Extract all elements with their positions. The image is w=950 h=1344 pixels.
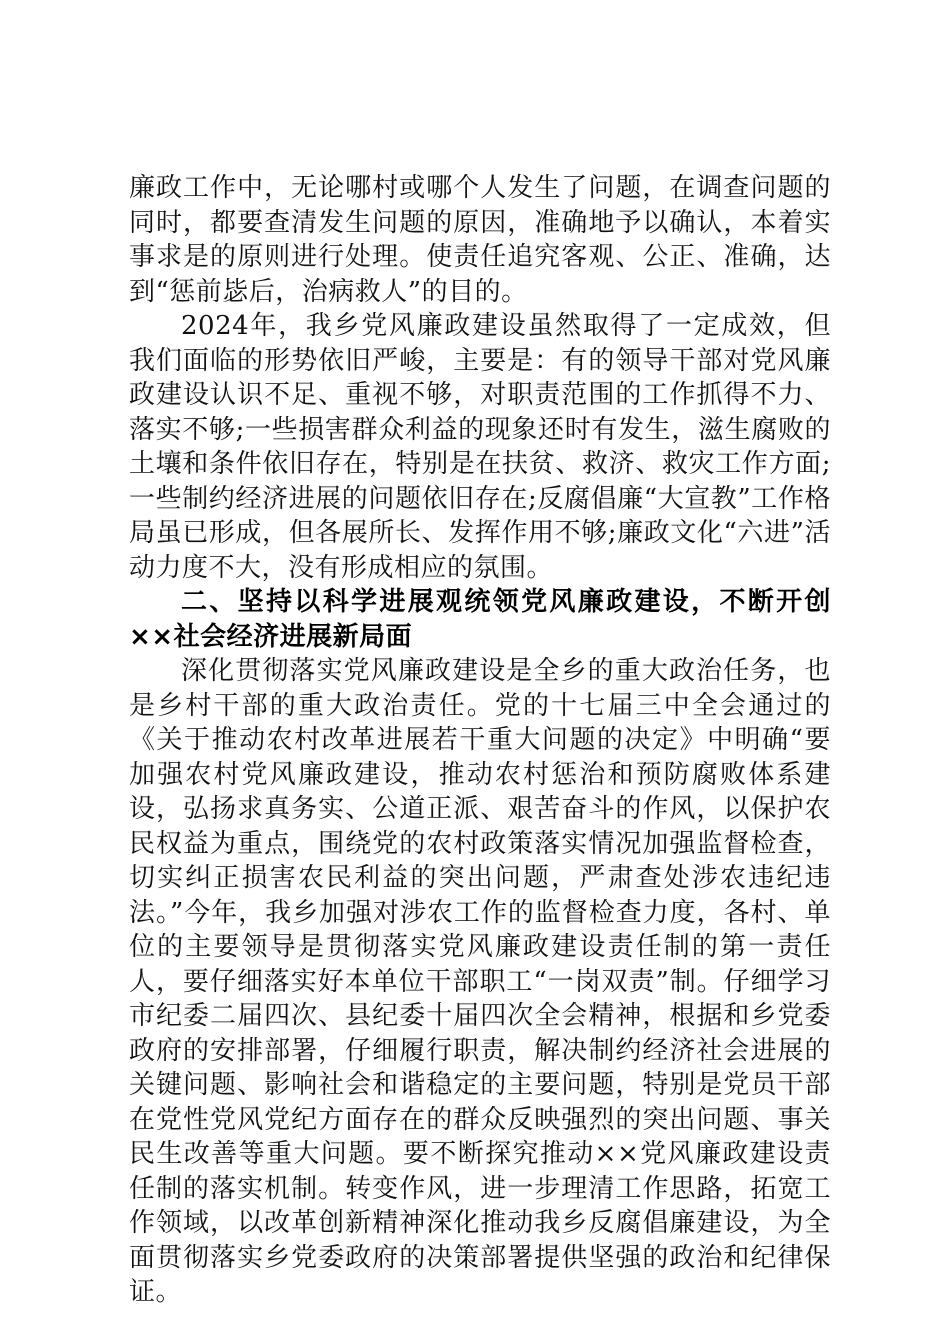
document-page [129, 171, 831, 1310]
paragraph-continuation: 廉政工作中，无论哪村或哪个人发生了问题，在调查问题的同时，都要查清发生问题的原因，准确地予以确认，本着实事求是的原则进行处理。使责任追究客观、公正、准确，达到“惩前毖后，治病救人”的目的。 [129, 173, 831, 307]
paragraph-situation: 2024年，我乡党风廉政建设虽然取得了一定成效，但我们面临的形势依旧严峻，主要是：有的领导干部对党风廉政建设认识不足、重视不够，对职责范围的工作抓得不力、落实不够;一些损害群众利益的现象还时有发生，滋生腐败的土壤和条件依旧存在，特别是在扶贫、救济、救灾工作方面;一些制约经济进展的问题依旧存在;反腐倡廉“大宣教”工作格局虽已形成，但各展所长、发挥作用不够;廉政文化“六进”活动力度不大，没有形成相应的氛围。 [129, 311, 831, 583]
paragraph-implementation: 深化贯彻落实党风廉政建设是全乡的重大政治任务，也是乡村干部的重大政治责任。党的十七届三中全会通过的《关于推动农村改革进展若干重大问题的决定》中明确“要加强农村党风廉政建设，推动农村惩治和预防腐败体系建设，弘扬求真务实、公道正派、艰苦奋斗的作风，以保护农民权益为重点，围绕党的农村政策落实情况加强监督检查，切实纠正损害农民利益的突出问题，严肃查处涉农违纪违法。”今年，我乡加强对涉农工作的监督检查力度，各村、单位的主要领导是贯彻落实党风廉政建设责任制的第一责任人，要仔细落实好本单位干部职工“一岗双责”制。仔细学习市纪委二届四次、县纪委十届四次全会精神，根据和乡党委政府的安排部署，仔细履行职责，解决制约经济社会进展的关键问题、影响社会和谐稳定的主要问题，特别是党员干部在党性党风党纪方面存在的群众反映强烈的突出问题、事关民生改善等重大问题。要不断探究推动××党风廉政建设责任制的落实机制。转变作风，进一步理清工作思路，拓宽工作领域，以改革创新精神深化推动我乡反腐倡廉建设，为全面贯彻落实乡党委政府的决策部署提供坚强的政治和纪律保证。 [129, 656, 831, 1307]
section-heading-2: 二、坚持以科学进展观统领党风廉政建设，不断开创××社会经济进展新局面 [129, 587, 831, 652]
